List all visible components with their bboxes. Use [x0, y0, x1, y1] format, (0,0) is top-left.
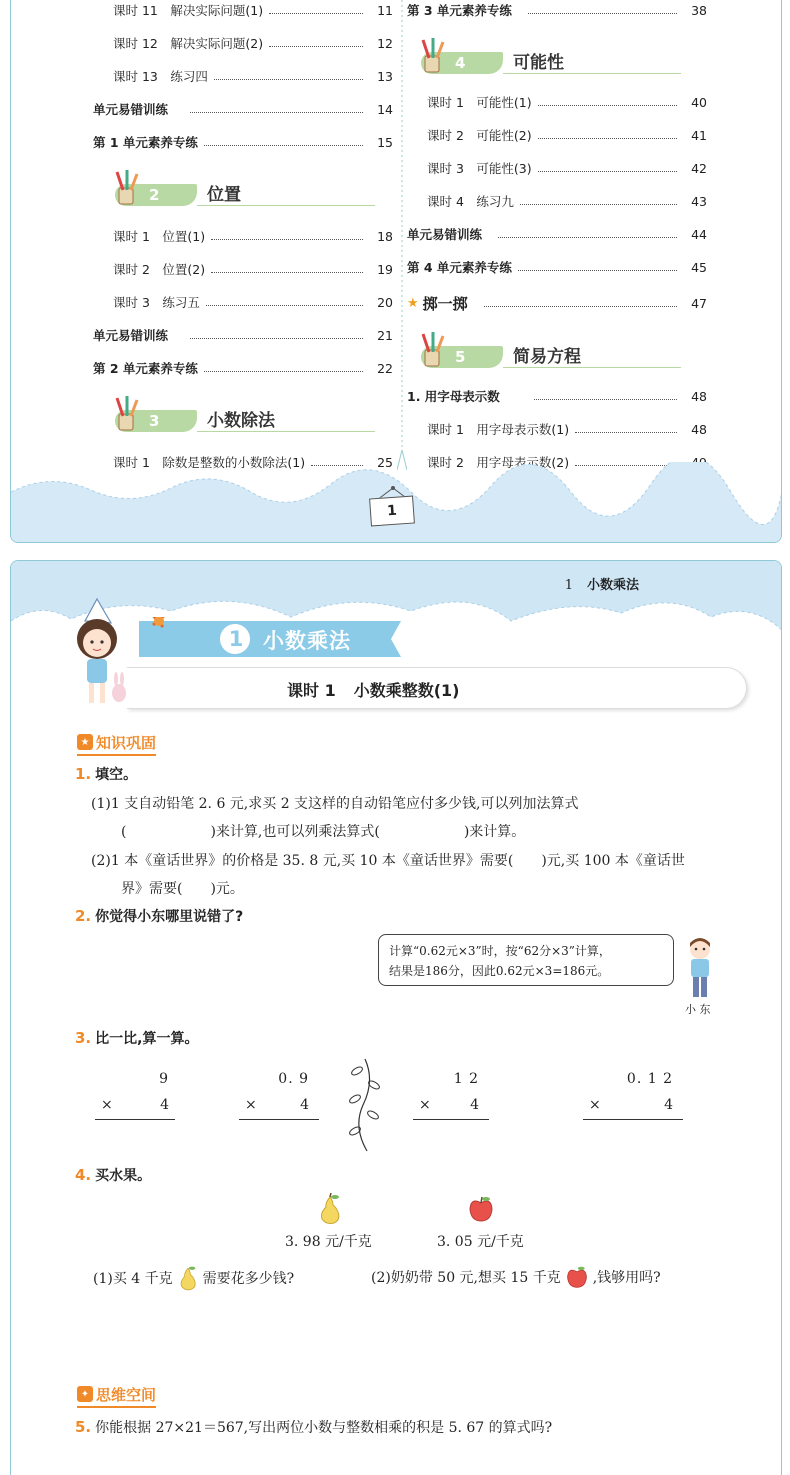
running-header-number: 1	[564, 578, 573, 593]
unit-header	[101, 398, 381, 434]
toc-page-number: 44	[691, 226, 707, 242]
question-title: 你觉得小东哪里说错了?	[95, 909, 244, 925]
toc-entry[interactable]	[407, 419, 707, 439]
unit-underline	[197, 431, 375, 432]
toc-leader-dots	[204, 371, 363, 372]
toc-page-number: 47	[691, 295, 707, 311]
multiplicand: 1 2	[453, 1071, 479, 1087]
sub-question-text: 需要花多少钱?	[202, 1271, 295, 1287]
toc-entry[interactable]	[93, 226, 393, 246]
toc-entry[interactable]	[93, 292, 393, 312]
toc-leader-dots	[211, 239, 363, 240]
toc-entry-label: 课时 2 位置(2)	[113, 262, 206, 277]
toc-leader-dots	[190, 338, 363, 339]
answer-line	[239, 1119, 319, 1120]
toc-entry[interactable]	[93, 33, 393, 53]
toc-entry-label: 课时 13 练习四	[113, 69, 208, 84]
question-title: 比一比,算一算。	[95, 1031, 199, 1047]
pencil-cup-icon	[417, 38, 447, 74]
toc-leader-dots	[518, 270, 677, 271]
unit-number: 4	[455, 54, 466, 72]
toc-entry[interactable]	[407, 224, 707, 244]
toc-leader-dots	[575, 432, 677, 433]
chapter-number: 1	[228, 627, 244, 651]
lesson-title	[287, 678, 459, 701]
unit-number: 5	[455, 348, 466, 366]
question-title: 你能根据 27×21＝567,写出两位小数与整数相乘的积是 5. 67 的算式吗?	[95, 1420, 553, 1436]
unit-header	[407, 40, 687, 76]
lesson-name: 小数乘整数(1)	[353, 681, 460, 700]
toc-entry-label: 课时 1 位置(1)	[113, 229, 206, 244]
toc-entry-label: 课时 2 用字母表示数(2)	[427, 455, 570, 470]
times-sign: ×	[589, 1097, 601, 1113]
section-tag-thinking	[77, 1383, 156, 1405]
girl-illustration	[59, 597, 137, 717]
toc-entry-label: 1. 用字母表示数	[407, 389, 500, 404]
unit-title: 位置	[207, 185, 241, 205]
lesson-number: 课时 1	[287, 681, 336, 700]
toc-page-number: 38	[691, 2, 707, 18]
toc-leader-dots	[520, 204, 677, 205]
speech-line: 计算“0.62元×3”时，按“62分×3”计算，	[389, 944, 611, 958]
toc-entry-label: 第 3 单元素养专练	[407, 3, 512, 18]
toc-page-number: 13	[377, 68, 393, 84]
answer-line	[413, 1119, 489, 1120]
section-tag-knowledge	[77, 731, 156, 753]
sub-question-1	[93, 1265, 294, 1291]
answer-line	[95, 1119, 175, 1120]
character-name: 小 东	[685, 1003, 711, 1016]
toc-entry-label: 课时 3 可能性(3)	[427, 161, 532, 176]
vertical-multiplication	[413, 1071, 489, 1121]
toc-entry[interactable]	[93, 358, 393, 378]
toc-page-number: 15	[377, 134, 393, 150]
toc-page-number: 40	[691, 94, 707, 110]
toc-entry[interactable]	[93, 325, 393, 345]
unit-header	[407, 334, 687, 370]
running-header-title: 小数乘法	[586, 578, 639, 593]
page-number: 1	[386, 502, 398, 520]
pencil-cup-icon	[111, 170, 141, 206]
multiplier: 4	[160, 1097, 169, 1113]
multiplicand: 0. 9	[278, 1071, 309, 1087]
vertical-multiplication	[95, 1071, 175, 1121]
toc-page-number: 42	[691, 160, 707, 176]
toc-entry-label: 单元易错训练	[93, 102, 169, 117]
multiplier: 4	[470, 1097, 479, 1113]
sub-question-text: (2)奶奶带 50 元,想买 15 千克	[371, 1270, 561, 1286]
question-1	[75, 764, 137, 784]
toc-entry-label: 课时 1 除数是整数的小数除法(1)	[113, 455, 306, 470]
toc-page-number: 48	[691, 388, 707, 404]
question-5	[75, 1417, 552, 1437]
star-icon: ★	[407, 295, 419, 311]
toc-entry[interactable]	[407, 125, 707, 145]
toc-leader-dots	[498, 237, 677, 238]
column-divider	[397, 0, 407, 470]
lesson-title-bar	[127, 667, 747, 709]
section-title: 知识巩固	[96, 733, 157, 752]
toc-entry[interactable]	[407, 293, 707, 313]
unit-underline	[197, 205, 375, 206]
pear-price: 3. 98 元/千克	[285, 1234, 372, 1250]
toc-page-number: 41	[691, 127, 707, 143]
toc-page-number: 20	[377, 294, 393, 310]
section-title: 思维空间	[96, 1385, 157, 1404]
pencil-cup-icon	[111, 396, 141, 432]
chapter-title: 小数乘法	[263, 629, 351, 653]
question-number: 2.	[75, 907, 92, 925]
toc-page-number: 22	[377, 360, 393, 376]
toc-entry-label: 第 4 单元素养专练	[407, 260, 512, 275]
running-header	[565, 574, 639, 593]
toc-entry-label: 课时 1 用字母表示数(1)	[427, 422, 570, 437]
toc-leader-dots	[538, 105, 677, 106]
toc-leader-dots	[534, 399, 677, 400]
question-text: (1)1 支自动铅笔 2. 6 元,求买 2 支这样的自动铅笔应付多少钱,可以列加法算式	[91, 796, 579, 812]
toc-leader-dots	[484, 306, 677, 307]
question-number: 3.	[75, 1029, 92, 1047]
sub-question-2	[371, 1265, 661, 1289]
sub-question-text: ,钱够用吗?	[592, 1270, 661, 1286]
toc-entry[interactable]	[407, 158, 707, 178]
question-title: 买水果。	[95, 1168, 152, 1184]
toc-entry-label: 单元易错训练	[93, 328, 169, 343]
toc-page-number: 19	[377, 261, 393, 277]
lesson-page	[10, 560, 782, 1475]
apple-icon	[467, 1195, 495, 1223]
multiplicand: 0. 1 2	[626, 1071, 673, 1087]
question-number: 1.	[75, 765, 92, 783]
question-text: ( )来计算,也可以列乘法算式( )来计算。	[121, 824, 526, 840]
pencil-cup-icon	[417, 332, 447, 368]
toc-leader-dots	[204, 145, 363, 146]
toc-page-number: 11	[377, 2, 393, 18]
pear-icon	[177, 1265, 199, 1291]
question-4	[75, 1165, 151, 1185]
star-badge-icon: ★	[77, 734, 93, 750]
section-underline	[77, 754, 156, 756]
question-text: 界》需要( )元。	[121, 881, 244, 897]
toc-page	[10, 0, 782, 543]
unit-underline	[503, 73, 681, 74]
multiplicand: 9	[159, 1071, 169, 1087]
toc-entry[interactable]	[407, 92, 707, 112]
toc-leader-dots	[211, 272, 363, 273]
toc-leader-dots	[269, 46, 363, 47]
toc-entry-label: 掷一掷	[422, 294, 468, 313]
toc-entry[interactable]	[93, 259, 393, 279]
toc-page-number: 21	[377, 327, 393, 343]
toc-leader-dots	[190, 112, 363, 113]
toc-page-number: 12	[377, 35, 393, 51]
toc-entry-label: 第 2 单元素养专练	[93, 361, 198, 376]
unit-underline	[503, 367, 681, 368]
question-number: 4.	[75, 1166, 92, 1184]
toc-entry-label: 单元易错训练	[407, 227, 483, 242]
apple-icon	[565, 1265, 589, 1289]
toc-page-number: 48	[691, 421, 707, 437]
section-underline	[77, 1406, 156, 1408]
unit-header	[101, 172, 381, 208]
toc-entry[interactable]	[93, 66, 393, 86]
toc-entry-label: 课时 3 练习五	[113, 295, 200, 310]
unit-number: 3	[149, 412, 160, 430]
bulb-badge-icon: ✦	[77, 1386, 93, 1402]
question-number: 5.	[75, 1418, 92, 1436]
toc-leader-dots	[528, 13, 677, 14]
multiplier: 4	[664, 1097, 673, 1113]
toc-entry[interactable]	[93, 132, 393, 152]
toc-page-number: 18	[377, 228, 393, 244]
toc-entry-label: 课时 12 解决实际问题(2)	[113, 36, 264, 51]
toc-entry[interactable]	[407, 191, 707, 211]
toc-page-number: 14	[377, 101, 393, 117]
answer-line	[583, 1119, 683, 1120]
toc-page-number: 43	[691, 193, 707, 209]
toc-leader-dots	[206, 305, 363, 306]
vertical-multiplication	[583, 1071, 683, 1121]
toc-leader-dots	[538, 171, 677, 172]
page-number-badge	[369, 495, 415, 526]
toc-entry-label: 课时 2 可能性(2)	[427, 128, 532, 143]
unit-title: 简易方程	[513, 347, 581, 367]
boy-illustration	[683, 937, 717, 1001]
question-title: 填空。	[95, 767, 138, 783]
toc-page-number: 25	[377, 454, 393, 470]
toc-leader-dots	[538, 138, 677, 139]
speech-bubble	[378, 934, 674, 986]
toc-entry-label: 课时 1 可能性(1)	[427, 95, 532, 110]
toc-entry-label: 第 1 单元素养专练	[93, 135, 198, 150]
multiplier: 4	[300, 1097, 309, 1113]
unit-title: 可能性	[513, 53, 564, 73]
question-3	[75, 1028, 198, 1048]
toc-page-number: 45	[691, 259, 707, 275]
toc-leader-dots	[269, 13, 363, 14]
question-2	[75, 906, 243, 926]
vine-divider-icon	[347, 1057, 383, 1153]
toc-entry[interactable]	[93, 99, 393, 119]
pear-icon	[317, 1193, 343, 1225]
speech-line: 结果是186分，因此0.62元×3=186元。	[389, 964, 610, 978]
toc-entry[interactable]	[407, 0, 707, 20]
times-sign: ×	[419, 1097, 431, 1113]
times-sign: ×	[245, 1097, 257, 1113]
sub-question-text: (1)买 4 千克	[93, 1271, 173, 1287]
toc-entry[interactable]	[407, 257, 707, 277]
toc-entry[interactable]	[93, 0, 393, 20]
toc-entry-label: 课时 11 解决实际问题(1)	[113, 3, 264, 18]
times-sign: ×	[101, 1097, 113, 1113]
unit-title: 小数除法	[207, 411, 275, 431]
unit-number: 2	[149, 186, 160, 204]
toc-entry[interactable]	[407, 386, 707, 406]
question-text: (2)1 本《童话世界》的价格是 35. 8 元,买 10 本《童话世界》需要( )元,买 100 本《童话世	[91, 853, 685, 869]
vertical-multiplication	[239, 1071, 319, 1121]
toc-entry-label: 课时 4 练习九	[427, 194, 514, 209]
chapter-banner	[139, 617, 409, 661]
apple-price: 3. 05 元/千克	[437, 1234, 524, 1250]
toc-leader-dots	[214, 79, 363, 80]
